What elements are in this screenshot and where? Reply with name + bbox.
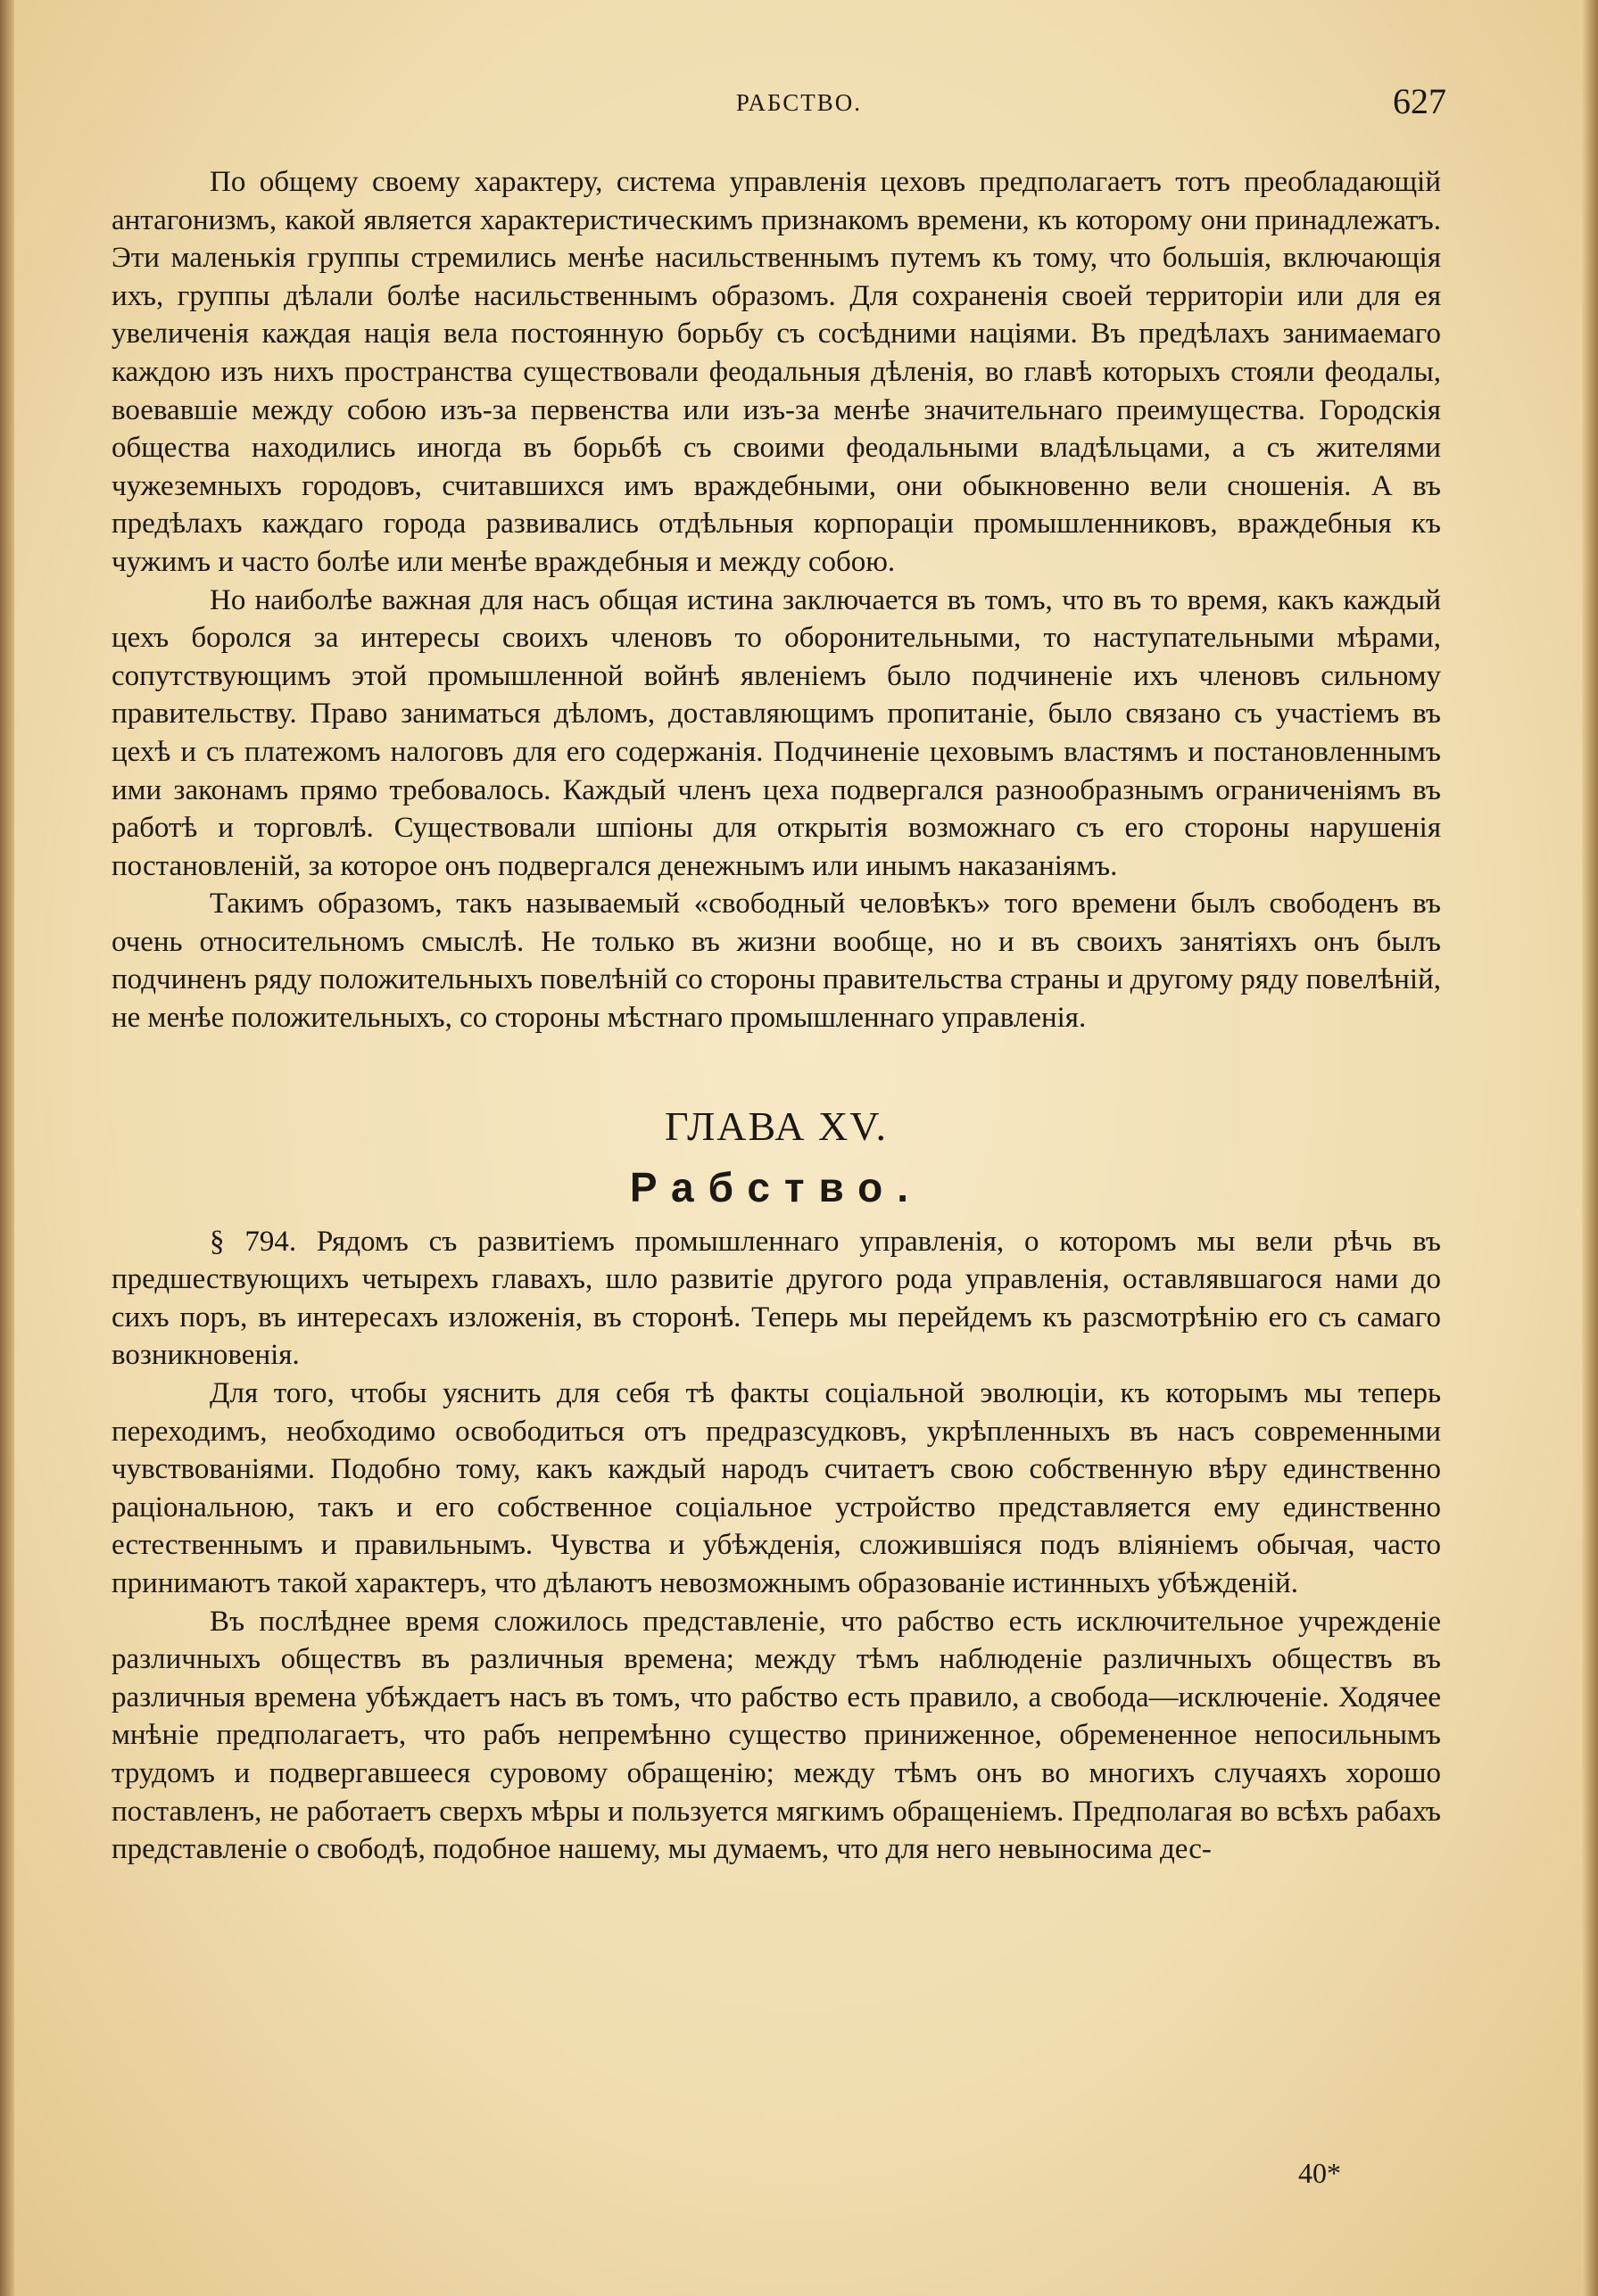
paragraph: Но наиболѣе важная для насъ общая истина заключается въ томъ, что въ то время, какъ каждый цехъ боролся за интересы своихъ членовъ то оборонительными, то наступательными мѣрами, сопутствующимъ этой промышленной войнѣ явленіемъ было подчиненіе ихъ членовъ сильному правительству. Право заниматься дѣломъ, доставляющимъ пропитаніе, было связано съ участіемъ въ цехѣ и съ платежомъ налоговъ для его содержанія. Подчиненіе цеховымъ властямъ и постановленнымъ ими законамъ прямо требовалось. Каждый членъ цеха подвергался разнообразнымъ ограниченіямъ въ работѣ и торговлѣ. Существовали шпіоны для открытія возможнаго съ его стороны нарушенія постановленій, за которое онъ подвергался денежнымъ или инымъ наказаніямъ. xyxy=(112,583,1441,882)
running-title: РАБСТВО. xyxy=(735,89,863,116)
paragraph: Для того, чтобы уяснить для себя тѣ факты соціальной эволюціи, къ которымъ мы теперь переходимъ, необходимо освободиться отъ предразсудковъ, укрѣпленныхъ въ насъ современными чувствованіями. Подобно тому, какъ каждый народъ считаетъ свою собственную вѣру единственно раціональною, такъ и его собственное соціальное устройство представляется ему единственно естественнымъ и правильнымъ. Чувства и убѣжденія, сложившіяся подъ вліяніемъ обычая, часто принимаютъ такой характеръ, что дѣлаютъ невозможнымъ образованіе истинныхъ убѣжденій. xyxy=(112,1377,1441,1599)
paragraph: По общему своему характеру, система управленія цеховъ предполагаетъ тотъ преобладающій антагонизмъ, какой является характеристическимъ признакомъ времени, къ которому они принадлежатъ. Эти маленькія группы стремились менѣе насильственнымъ путемъ къ тому, что большія, включающія ихъ, группы дѣлали болѣе насильственнымъ образомъ. Для сохраненія своей территоріи или для ея увеличенія каждая нація вела постоянную борьбу съ сосѣдними націями. Въ предѣлахъ занимаемаго каждою изъ нихъ пространства существовали феодальныя дѣленія, во главѣ которыхъ стояли феодалы, воевавшіе между собою изъ-за первенства или изъ-за менѣе значительнаго преимущества. Городскія общества находились иногда въ борьбѣ съ своими феодальными владѣльцами, а съ жителями чужеземныхъ городовъ, считавшихся имъ враждебными, они обыкновенно вели сношенія. А въ предѣлахъ каждаго города развивались отдѣльныя корпораціи промышленниковъ, враждебныя къ чужимъ и часто болѣе или менѣе враждебныя и между собою. xyxy=(112,166,1441,578)
paragraph: § 794. Рядомъ съ развитіемъ промышленнаго управленія, о которомъ мы вели рѣчь въ предшествующихъ четырехъ главахъ, шло развитіе другого рода управленія, оставлявшагося нами до сихъ поръ, въ интересахъ изложенія, въ сторонѣ. Теперь мы перейдемъ къ разсмотрѣнію его съ самаго возникновенія. xyxy=(112,1225,1441,1372)
chapter-title: Рабство. xyxy=(629,1163,923,1210)
page-number: 627 xyxy=(1393,81,1446,121)
paragraph: Въ послѣднее время сложилось представленіе, что рабство есть исключительное учрежденіе различныхъ обществъ въ различныя времена; между тѣмъ наблюденіе различныхъ обществъ въ различныя времена убѣждаетъ насъ въ томъ, что рабство есть правило, а свобода—исключеніе. Ходячее мнѣніе предполагаетъ, что рабъ непремѣнно существо приниженное, обремененное непосильнымъ трудомъ и подвергавшееся суровому обращенію; между тѣмъ онъ во многихъ случаяхъ хорошо поставленъ, не работаетъ сверхъ мѣры и пользуется мягкимъ обращеніемъ. Предполагая во всѣхъ рабахъ представленіе о свободѣ, подобное нашему, мы думаемъ, что для него невыносима дес- xyxy=(112,1605,1441,1866)
page-body xyxy=(112,163,1441,1869)
chapter-number: ГЛАВА XV. xyxy=(664,1103,889,1149)
paragraph: Такимъ образомъ, такъ называемый «свободный человѣкъ» того времени былъ свободенъ въ очень относительномъ смыслѣ. Не только въ жизни вообще, но и въ своихъ занятіяхъ онъ былъ подчиненъ ряду положительныхъ повелѣній со стороны правительства страны и другому ряду повелѣній, не менѣе положительныхъ, со стороны мѣстнаго промышленнаго управленія. xyxy=(112,888,1441,1035)
page-edge-right xyxy=(1582,0,1598,2296)
page-edge-left xyxy=(0,0,14,2296)
printer-signature: 40* xyxy=(1298,2157,1341,2189)
